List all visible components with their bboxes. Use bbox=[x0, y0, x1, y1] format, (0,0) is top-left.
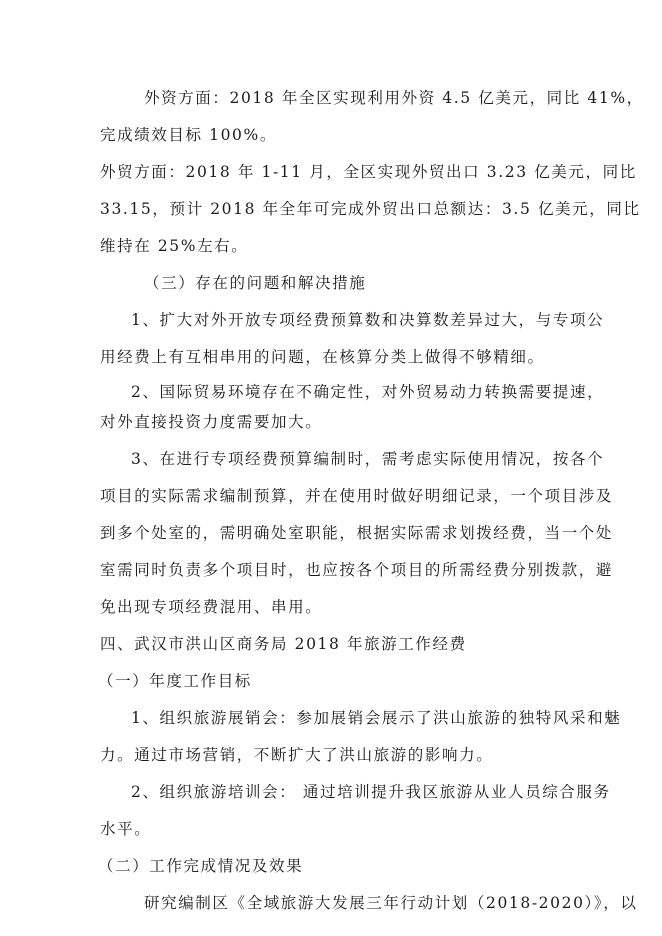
paragraph-line: 项目的实际需求编制预算，并在使用时做好明细记录，一个项目涉及 bbox=[100, 487, 614, 505]
paragraph-line: 外资方面：2018 年全区实现利用外资 4.5 亿美元，同比 41%， bbox=[144, 89, 644, 107]
paragraph-line: 33.15，预计 2018 年全年可完成外贸出口总额达：3.5 亿美元，同比 bbox=[100, 200, 641, 218]
paragraph-line: 免出现专项经费混用、串用。 bbox=[100, 598, 323, 616]
paragraph-line: 外贸方面：2018 年 1-11 月，全区实现外贸出口 3.23 亿美元，同比 bbox=[100, 163, 637, 181]
paragraph-line: 对外直接投资力度需要加大。 bbox=[100, 413, 323, 431]
paragraph-line: 力。通过市场营销，不断扩大了洪山旅游的影响力。 bbox=[100, 746, 494, 764]
paragraph-line: 完成绩效目标 100%。 bbox=[100, 126, 277, 144]
paragraph-line: 1、组织旅游展销会：参加展销会展示了洪山旅游的独特风采和魅 bbox=[131, 709, 622, 727]
paragraph-line: 用经费上有互相串用的问题，在核算分类上做得不够精细。 bbox=[100, 348, 545, 366]
paragraph-line: 3、在进行专项经费预算编制时，需考虑实际使用情况，按各个 bbox=[131, 450, 605, 468]
paragraph-line: 2、国际贸易环境存在不确定性，对外贸易动力转换需要提速， bbox=[131, 383, 605, 401]
paragraph-line: 维持在 25%左右。 bbox=[100, 237, 249, 255]
section-heading: （二）工作完成情况及效果 bbox=[98, 857, 304, 875]
paragraph-line: 到多个处室的，需明确处室职能，根据实际需求划拨经费，当一个处 bbox=[100, 524, 614, 542]
paragraph-line: 室需同时负责多个项目时，也应按各个项目的所需经费分别拨款，避 bbox=[100, 561, 614, 579]
chapter-heading: 四、武汉市洪山区商务局 2018 年旅游工作经费 bbox=[100, 635, 467, 653]
paragraph-line: 研究编制区《全域旅游大发展三年行动计划（2018-2020）》，以 bbox=[144, 894, 638, 912]
section-heading: （三）存在的问题和解决措施 bbox=[144, 274, 367, 292]
paragraph-line: 水平。 bbox=[100, 820, 152, 838]
paragraph-line: 2、组织旅游培训会： 通过培训提升我区旅游从业人员综合服务 bbox=[131, 783, 611, 801]
section-heading: （一）年度工作目标 bbox=[98, 672, 252, 690]
paragraph-line: 1、扩大对外开放专项经费预算数和决算数差异过大，与专项公 bbox=[131, 311, 605, 329]
